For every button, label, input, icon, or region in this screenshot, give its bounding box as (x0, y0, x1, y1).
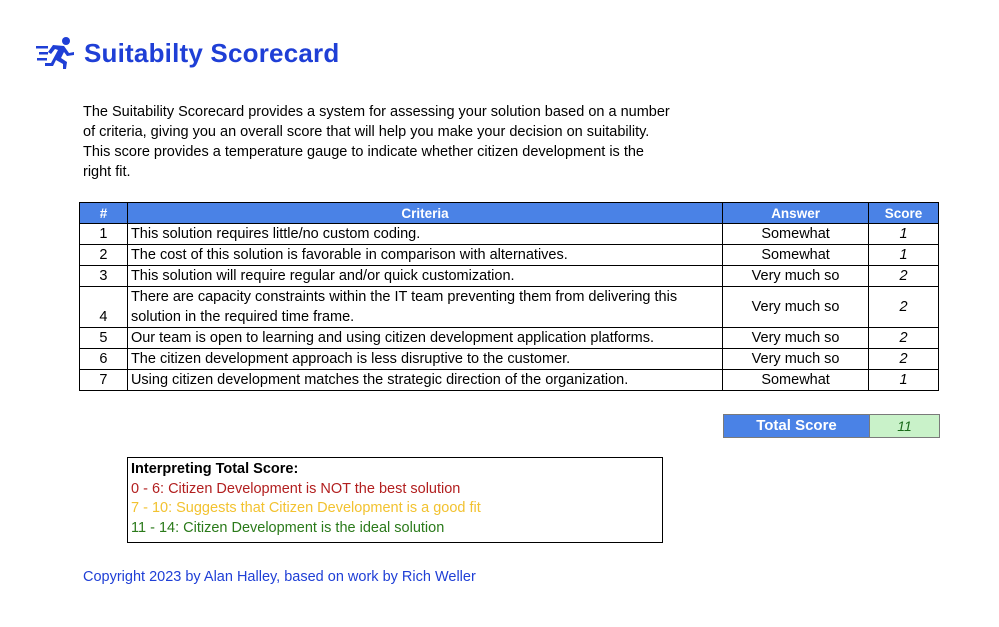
column-header-score: Score (869, 203, 939, 224)
row-criteria: The citizen development approach is less disruptive to the customer. (127, 349, 722, 370)
row-criteria: The cost of this solution is favorable in comparison with alternatives. (127, 245, 722, 266)
row-number: 4 (80, 287, 128, 328)
row-answer[interactable]: Very much so (723, 328, 869, 349)
page-title: Suitabilty Scorecard (84, 37, 340, 68)
column-header-answer: Answer (723, 203, 869, 224)
table-row (80, 370, 939, 391)
table-header-row (80, 203, 939, 224)
row-score: 2 (869, 266, 939, 287)
row-score: 2 (869, 287, 939, 328)
row-score: 2 (869, 349, 939, 370)
total-score-value: 11 (869, 415, 939, 437)
table-row (80, 349, 939, 370)
table-row (80, 328, 939, 349)
row-number: 1 (80, 224, 128, 245)
row-criteria: There are capacity constraints within the IT team preventing them from delivering this solution in the required time frame. (127, 287, 722, 328)
page-header (36, 36, 339, 70)
row-score: 1 (869, 245, 939, 266)
interpretation-line-low: 0 - 6: Citizen Development is NOT the best solution (131, 480, 461, 497)
total-score-label: Total Score (724, 415, 869, 437)
interpretation-line-high: 11 - 14: Citizen Development is the ideal solution (131, 519, 445, 536)
row-criteria: Using citizen development matches the strategic direction of the organization. (127, 370, 722, 391)
row-criteria: This solution will require regular and/or quick customization. (127, 266, 722, 287)
row-score: 2 (869, 328, 939, 349)
row-score: 1 (869, 370, 939, 391)
row-score: 1 (869, 224, 939, 245)
table-row (80, 245, 939, 266)
scorecard-table (79, 202, 939, 391)
row-number: 2 (80, 245, 128, 266)
table-row (80, 287, 939, 328)
row-criteria: This solution requires little/no custom coding. (127, 224, 722, 245)
row-number: 7 (80, 370, 128, 391)
intro-paragraph: The Suitability Scorecard provides a system for assessing your solution based on a number of criteria, giving you an overall score that will help you make your decision on suitability. This score provides a temperature gauge to indicate whether citizen development is the right fit. (83, 104, 670, 180)
running-person-icon (36, 36, 76, 70)
total-score-box (723, 414, 940, 438)
row-answer[interactable]: Somewhat (723, 224, 869, 245)
row-answer[interactable]: Somewhat (723, 370, 869, 391)
copyright-text: Copyright 2023 by Alan Halley, based on work by Rich Weller (83, 569, 476, 585)
interpretation-line-mid: 7 - 10: Suggests that Citizen Development is a good fit (131, 500, 481, 516)
table-row (80, 266, 939, 287)
row-answer[interactable]: Very much so (723, 349, 869, 370)
row-number: 5 (80, 328, 128, 349)
row-answer[interactable]: Somewhat (723, 245, 869, 266)
column-header-criteria: Criteria (127, 203, 722, 224)
column-header-number: # (80, 203, 128, 224)
row-criteria: Our team is open to learning and using citizen development application platforms. (127, 328, 722, 349)
interpretation-box (127, 457, 663, 543)
row-answer[interactable]: Very much so (723, 266, 869, 287)
table-row (80, 224, 939, 245)
row-number: 6 (80, 349, 128, 370)
row-answer[interactable]: Very much so (723, 287, 869, 328)
interpretation-heading: Interpreting Total Score: (131, 461, 299, 477)
row-number: 3 (80, 266, 128, 287)
